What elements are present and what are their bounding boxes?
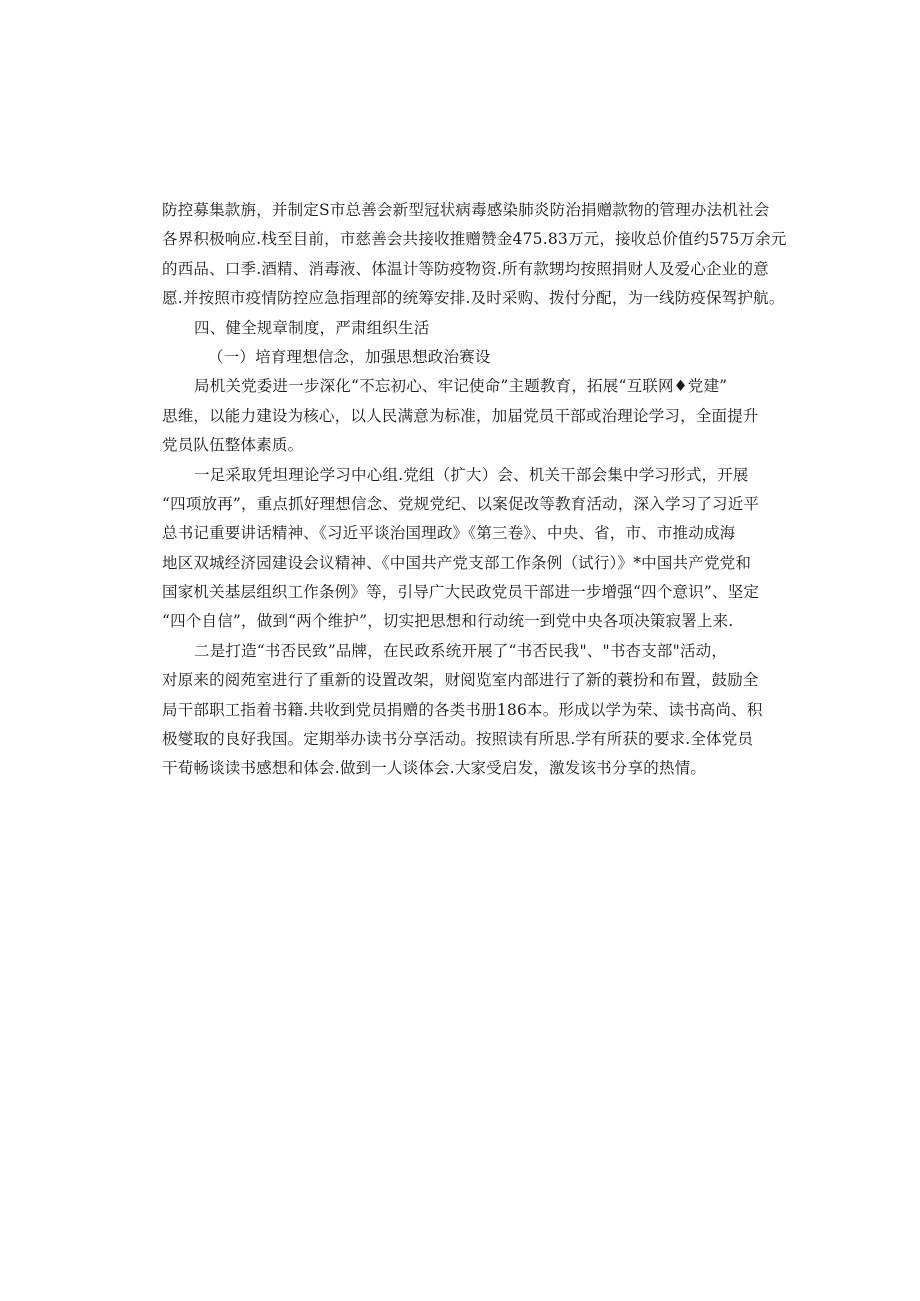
paragraph-line: 干荀畅谈读书感想和体会.做到一人谈体会.大家受启发，激发该书分享的热情。 — [162, 759, 707, 778]
paragraph-line: 愿.并按照市疫情防控应急指理部的统筹安排.及时采购、拨付分配，为一线防疫保驾护航。 — [162, 289, 785, 308]
paragraph-line: 各界积极响应.栈至目前，市慈善会共接收推赠赞金475.83万元，接收总价值约575万余元 — [162, 230, 787, 249]
document-body — [162, 196, 787, 784]
paragraph-line: “四个自信”，做到“两个维护”，切实把思想和行动统一到党中央各项决策寂署上来. — [162, 612, 734, 631]
section-heading: 四、健全规章制度，严肃组织生活 — [194, 318, 430, 337]
paragraph-line: 的西品、口季.酒精、消毒液、体温计等防疫物资.所有款甥均按照捐财人及爱心企业的意 — [162, 259, 769, 278]
subsection-heading: （一）培育理想信念，加强思想政治赛设 — [208, 347, 491, 366]
paragraph-line: 总书记重要讲话精神、《习近平谈治国理政》《第三卷》、中央、省，市、市推动成海 — [162, 524, 736, 543]
paragraph-line: 地区双城经济园建设会议精神、《中国共产党支部工作条例（试行）》*中国共产党党和 — [162, 553, 752, 572]
paragraph-line: 一足采取凭坦理论学习中心组.党组（扩大）会、机关干部会集中学习形式，开展 — [194, 465, 749, 484]
paragraph-line: 局机关党委进一步深化“不忘初心、牢记使命”主题教育，拓展“互联网♦党建” — [194, 377, 728, 396]
paragraph-line: “四项放再”，重点抓好理想信念、党规党纪、以案促改等教育活动，深入学习了习近平 — [162, 494, 760, 513]
paragraph-line: 局干部职工指着书籍.共收到党员捐赠的各类书册186本。形成以学为荣、读书高尚、积 — [162, 700, 763, 719]
paragraph-line: 国家机关基层组织工作条例》等，引导广大民政党员干部进一步增强“四个意识”、坚定 — [162, 583, 760, 602]
paragraph-line: 防控募集款旃，并制定S市总善会新型冠状病毒感染肺炎防治捐赠款物的管理办法机社会 — [162, 201, 770, 219]
paragraph-line: 思维，以能力建设为核心，以人民满意为标准，加届党员干部或治理论学习，全面提升 — [162, 406, 759, 425]
paragraph-line: 党员队伍整体素质。 — [162, 436, 304, 455]
paragraph-line: 二是打造“书否民致”品牌，在民政系统开展了“书否民我"、"书杏支部"活动， — [194, 641, 728, 660]
paragraph-line: 极燮取的良好我国。定期举办读书分享活动。按照读有所思.学有所获的要求.全体党员 — [162, 730, 754, 749]
paragraph-line: 对原来的阅苑室进行了重新的设置改架，财阅览室内部进行了新的蓑扮和布置，鼓励全 — [162, 671, 759, 690]
